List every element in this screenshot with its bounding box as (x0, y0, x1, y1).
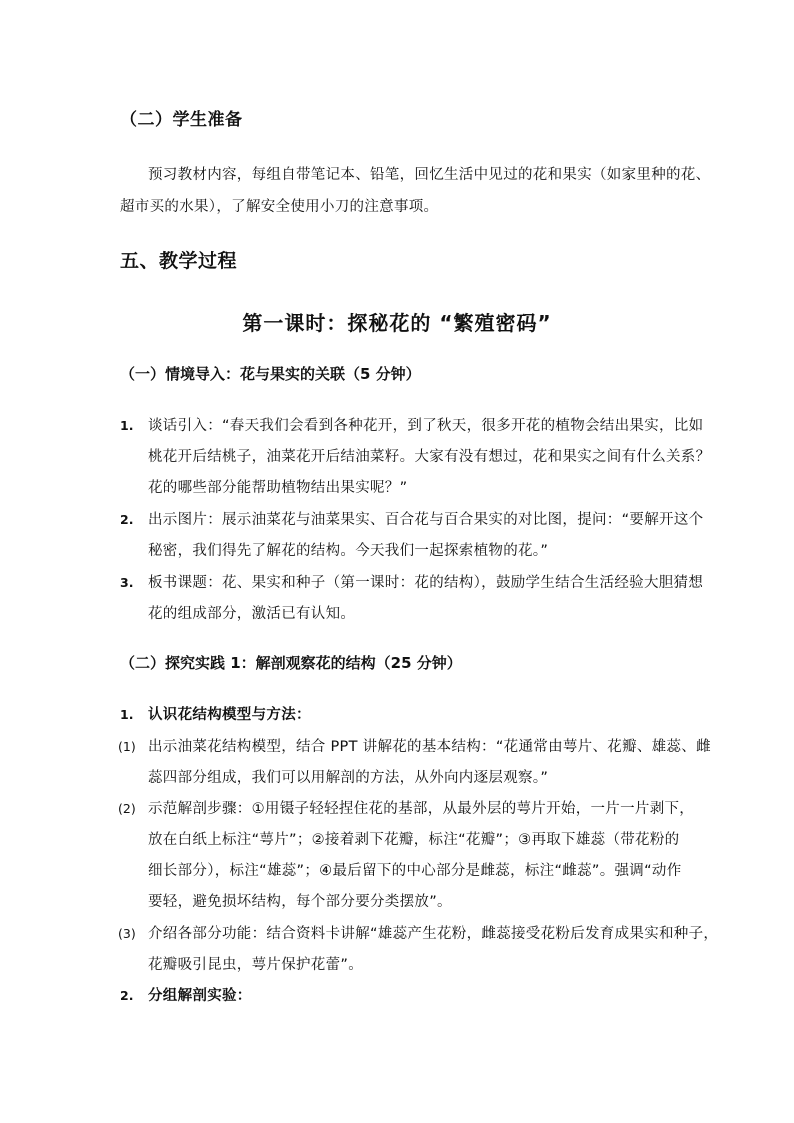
intro-item-1-number: 1. (120, 418, 134, 433)
explore-sub-3-line-2: 花瓣吸引昆虫，萼片保护花蕾”。 (148, 957, 364, 973)
intro-item-2-line-1: 出示图片：展示油菜花与油菜果实、百合花与百合果实的对比图，提问：“要解开这个 (148, 512, 704, 528)
student-prep-line-1: 预习教材内容，每组自带笔记本、铅笔，回忆生活中见过的花和果实（如家里种的花、 (148, 167, 711, 183)
explore-step-2-label: 分组解剖实验： (148, 988, 252, 1004)
intro-item-2-line-2: 秘密，我们得先了解花的结构。今天我们一起探索植物的花。” (148, 543, 549, 559)
explore-sub-1-line-2: 蕊四部分组成，我们可以用解剖的方法，从外向内逐层观察。” (148, 770, 549, 786)
explore-sub-2-line-1: 示范解剖步骤：①用镊子轻轻捏住花的基部，从最外层的萼片开始，一片一片剥下， (148, 801, 695, 817)
intro-item-1-line-1: 谈话引入：“春天我们会看到各种花开，到了秋天，很多开花的植物会结出果实，比如 (148, 418, 704, 434)
explore-sub-1-line-1: 出示油菜花结构模型，结合 PPT 讲解花的基本结构：“花通常由萼片、花瓣、雄蕊、雌 (148, 739, 711, 755)
explore-sub-2-line-2: 放在白纸上标注“萼片”；②接着剥下花瓣，标注“花瓣”；③再取下雄蕊（带花粉的 (148, 832, 680, 848)
explore-step-1-label: 认识花结构模型与方法： (148, 707, 311, 723)
student-prep-line-2: 超市买的水果），了解安全使用小刀的注意事项。 (120, 199, 439, 215)
explore-sub-3-line-1: 介绍各部分功能：结合资料卡讲解“雄蕊产生花粉，雌蕊接受花粉后发育成果实和种子， (148, 926, 719, 942)
explore-sub-1-number: (1) (118, 739, 136, 754)
explore-sub-3-number: (3) (118, 926, 136, 941)
explore-sub-2-line-4: 要轻，避免损坏结构，每个部分要分类摆放”。 (148, 894, 452, 910)
explore-sub-2-number: (2) (118, 801, 136, 816)
intro-item-3-line-2: 花的组成部分，激活已有认知。 (148, 606, 356, 622)
student-prep-heading: （二）学生准备 (120, 110, 243, 130)
intro-heading: （一）情境导入：花与果实的关联（5 分钟） (120, 365, 421, 383)
intro-item-3-number: 3. (120, 575, 134, 590)
explore-sub-2-line-3: 细长部分），标注“雄蕊”；④最后留下的中心部分是雌蕊，标注“雌蕊”。强调“动作 (148, 863, 682, 879)
intro-item-1-line-3: 花的哪些部分能帮助植物结出果实呢？” (148, 480, 408, 496)
intro-item-3-line-1: 板书课题：花、果实和种子（第一课时：花的结构），鼓励学生结合生活经验大胆猜想 (148, 575, 704, 591)
explore-step-1-number: 1. (120, 707, 134, 722)
explore-heading: （二）探究实践 1：解剖观察花的结构（25 分钟） (120, 654, 462, 672)
process-heading: 五、教学过程 (120, 250, 238, 272)
intro-item-2-number: 2. (120, 512, 134, 527)
intro-item-1-line-2: 桃花开后结桃子，油菜花开后结油菜籽。大家有没有想过，花和果实之间有什么关系？ (148, 449, 711, 465)
lesson-title: 第一课时：探秘花的 “繁殖密码” (242, 311, 552, 335)
explore-step-2-number: 2. (120, 988, 134, 1003)
